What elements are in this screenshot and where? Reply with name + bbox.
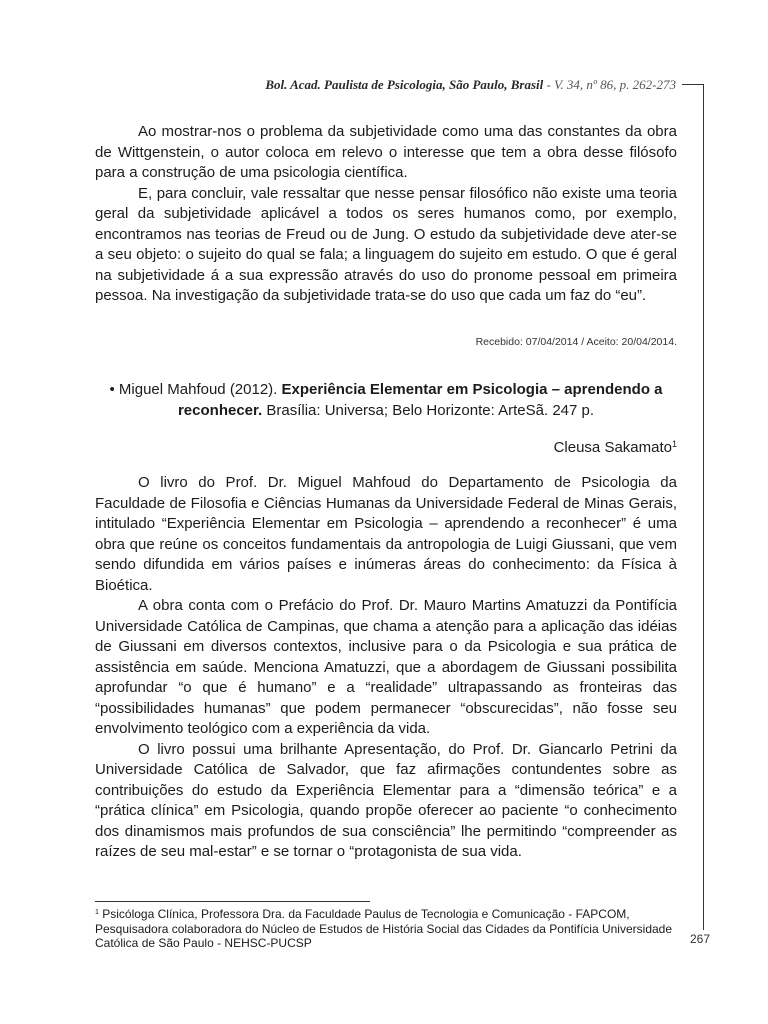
previous-review-conclusion [95,122,677,307]
paragraph: Ao mostrar-nos o problema da subjetividade como uma das constantes da obra de Wittgenstein, o autor coloca em relevo o interesse que tem a obra desse filósofo para a construção de uma psicologia científica. [95,123,677,181]
frame-rule-right [703,84,704,930]
page-number: 267 [690,932,711,946]
citation-author-year: • Miguel Mahfoud (2012). [109,381,282,398]
paragraph: O livro do Prof. Dr. Miguel Mahfoud do Departamento de Psicologia da Faculdade de Filosofia e Ciências Humanas da Universidade Federal de Minas Gerais, intitulado “Experiência Elementar em Psicologia – aprendendo a reconhecer” é uma obra que reúne os conceitos fundamentais da antropologia de Luigi Giussani, que vem sendo difundida em vários países e inúmeras áreas do conhecimento: da Física à Bioética. [95,474,677,594]
running-header [96,77,676,93]
book-citation [95,380,677,421]
footnote [95,906,677,951]
paragraph: A obra conta com o Prefácio do Prof. Dr. Mauro Martins Amatuzzi da Pontifícia Universidade Católica de Campinas, que chama a atenção para a aplicação das idéias de Giussani em diversos contextos, inclusive para o da Psicologia e sua prática de assistência em saúde. Menciona Amatuzzi, que a abordagem de Giussani possibilita aprofundar “o que é humano” e a “realidade” ultrapassando as fronteiras das “possibilidades humanas” que podem permanecer “obscurecidas”, não fosse seu envolvimento teológico com a experiência da vida. [95,597,677,737]
received-accepted-dates: Recebido: 07/04/2014 / Aceito: 20/04/2014. [475,336,677,348]
reviewer-name [95,434,677,458]
reviewer-name-text: Cleusa Sakamato [553,439,672,456]
footnote-ref: 1 [671,439,677,449]
citation-book-title: Experiência Elementar em Psicologia – aprendendo a reconhecer. [177,381,663,419]
paragraph: O livro possui uma brilhante Apresentação, do Prof. Dr. Giancarlo Petrini da Universidade Católica de Salvador, que faz afirmações contundentes sobre as contribuições do estudo da Experiência Elementar para a “dimensão teórica” e a “prática clínica” em Psicologia, quando propõe oferecer ao paciente “o conhecimento dos dinamismos mais profundos de sua consciência” lhe permitindo “compreender as raízes de seu mal-estar” e se tornar o “protagonista de sua vida. [95,740,677,860]
footnote-text: Psicóloga Clínica, Professora Dra. da Faculdade Paulus de Tecnologia e Comunicação - FAPCOM, Pesquisadora colaboradora do Núcleo de Estudos de História Social das Cidades da Pontifícia Universidade Católica de São Paulo - NEHSC-PUCSP [95,907,673,950]
frame-rule-top [682,84,704,85]
footnote-separator [95,901,370,902]
journal-name: Bol. Acad. Paulista de Psicologia, São Paulo, Brasil [265,77,544,92]
citation-publisher: Brasília: Universa; Belo Horizonte: ArteSã. 247 p. [262,401,595,419]
review-body [95,473,677,863]
footnote-marker: 1 [95,909,99,916]
journal-issue: - V. 34, nº 86, p. 262-273 [543,77,676,92]
paragraph: E, para concluir, vale ressaltar que nesse pensar filosófico não existe uma teoria geral da subjetividade aplicável a todos os seres humanos como, por exemplo, encontramos nas teorias de Freud ou de Jung. O estudo da subjetividade deve ater-se a seu objeto: o sujeito do qual se fala; a linguagem do sujeito em estudo. O que é geral na subjetividade á a sua expressão através do uso do pronome pessoal em primeira pessoa. Na investigação da subjetividade trata-se do uso que cada um faz do “eu”. [95,184,677,304]
